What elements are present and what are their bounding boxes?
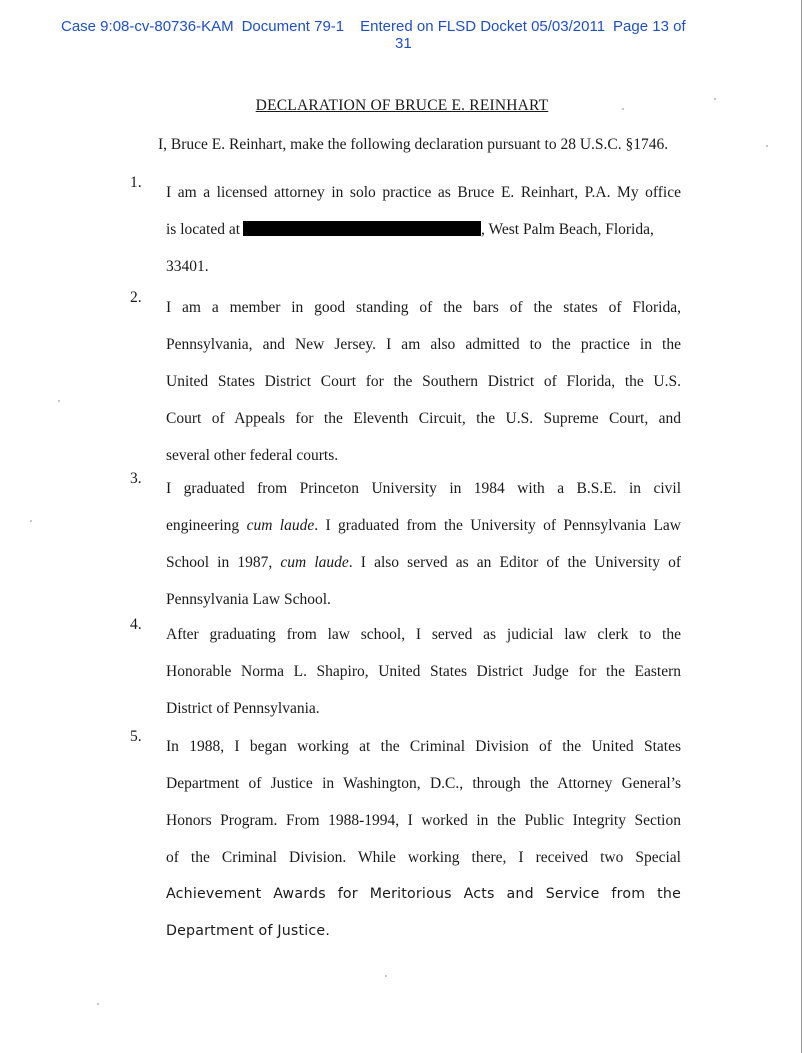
text-run: School in 1987, [166,554,273,571]
paragraph-body [166,470,681,618]
scan-speck [97,1003,99,1005]
scan-speck [766,145,768,147]
paragraph-number: 1. [130,174,142,191]
paragraph-number: 4. [130,616,142,633]
paragraph-line: United States District Court for the Southern District of Florida, the U.S. [166,373,681,390]
scan-speck [30,520,32,522]
address-suffix: , West Palm Beach, Florida, [481,221,654,238]
page-number: Page 13 of [613,18,686,35]
paragraph-line: In 1988, I began working at the Criminal Division of the United States [166,738,681,755]
paragraph-number: 3. [130,470,142,487]
intro-statement: I, Bruce E. Reinhart, make the following declaration pursuant to 28 U.S.C. §1746. [158,136,669,153]
paragraph-line: Pennsylvania Law School. [166,591,331,608]
scan-speck [714,98,716,100]
paragraph-line: of the Criminal Division. While working there, I received two Special [166,849,681,866]
scan-speck [622,108,624,110]
paragraph-body [166,616,681,727]
scan-speck [385,975,387,977]
paragraph-line: Honorable Norma L. Shapiro, United States District Judge for the Eastern [166,663,681,680]
redaction-bar [243,221,481,236]
entered-date: Entered on FLSD Docket 05/03/2011 [360,18,606,35]
paragraph-body [166,174,681,285]
paragraph-line: Honors Program. From 1988-1994, I worked in the Public Integrity Section [166,812,681,829]
paragraph-line: Court of Appeals for the Eleventh Circuit, the U.S. Supreme Court, and [166,410,681,427]
scan-speck [58,400,60,402]
document-number: Document 79-1 [241,18,345,35]
case-number: Case 9:08-cv-80736-KAM [61,18,234,35]
paragraph-line: I graduated from Princeton University in 1984 with a B.S.E. in civil [166,480,681,497]
text-run: . I graduated from the University of Pennsylvania Law [314,517,681,534]
paragraph-line: District of Pennsylvania. [166,700,320,717]
paragraph-line: Department of Justice. [166,923,331,939]
italic-text: cum laude [280,554,349,571]
paragraph-number: 5. [130,728,142,745]
page-title: DECLARATION OF BRUCE E. REINHART [255,97,549,114]
paragraph-body [166,728,681,950]
page-total: 31 [395,35,412,52]
paragraph-number: 2. [130,289,142,306]
text-run: . I also served as an Editor of the University of [348,554,682,571]
paragraph-line: Department of Justice in Washington, D.C., through the Attorney General’s [166,775,681,792]
docket-header-line [61,18,686,35]
paragraph-line: Achievement Awards for Meritorious Acts and Service from the [166,886,681,902]
paragraph-line: several other federal courts. [166,447,339,464]
paragraph-line: 33401. [166,258,209,275]
page-edge-line [801,0,802,1053]
paragraph-body [166,289,681,474]
text-run: engineering [166,517,240,534]
paragraph-line [166,544,681,581]
paragraph-line: Pennsylvania, and New Jersey. I am also admitted to the practice in the [166,336,681,353]
italic-text: cum laude [246,517,315,534]
paragraph-line: After graduating from law school, I served as judicial law clerk to the [166,626,681,643]
paragraph-line: I am a licensed attorney in solo practice as Bruce E. Reinhart, P.A. My office [166,184,681,201]
paragraph-line [166,507,681,544]
paragraph-line [166,211,681,248]
paragraph-line: I am a member in good standing of the bars of the states of Florida, [166,299,681,316]
address-prefix: is located at [166,221,241,238]
